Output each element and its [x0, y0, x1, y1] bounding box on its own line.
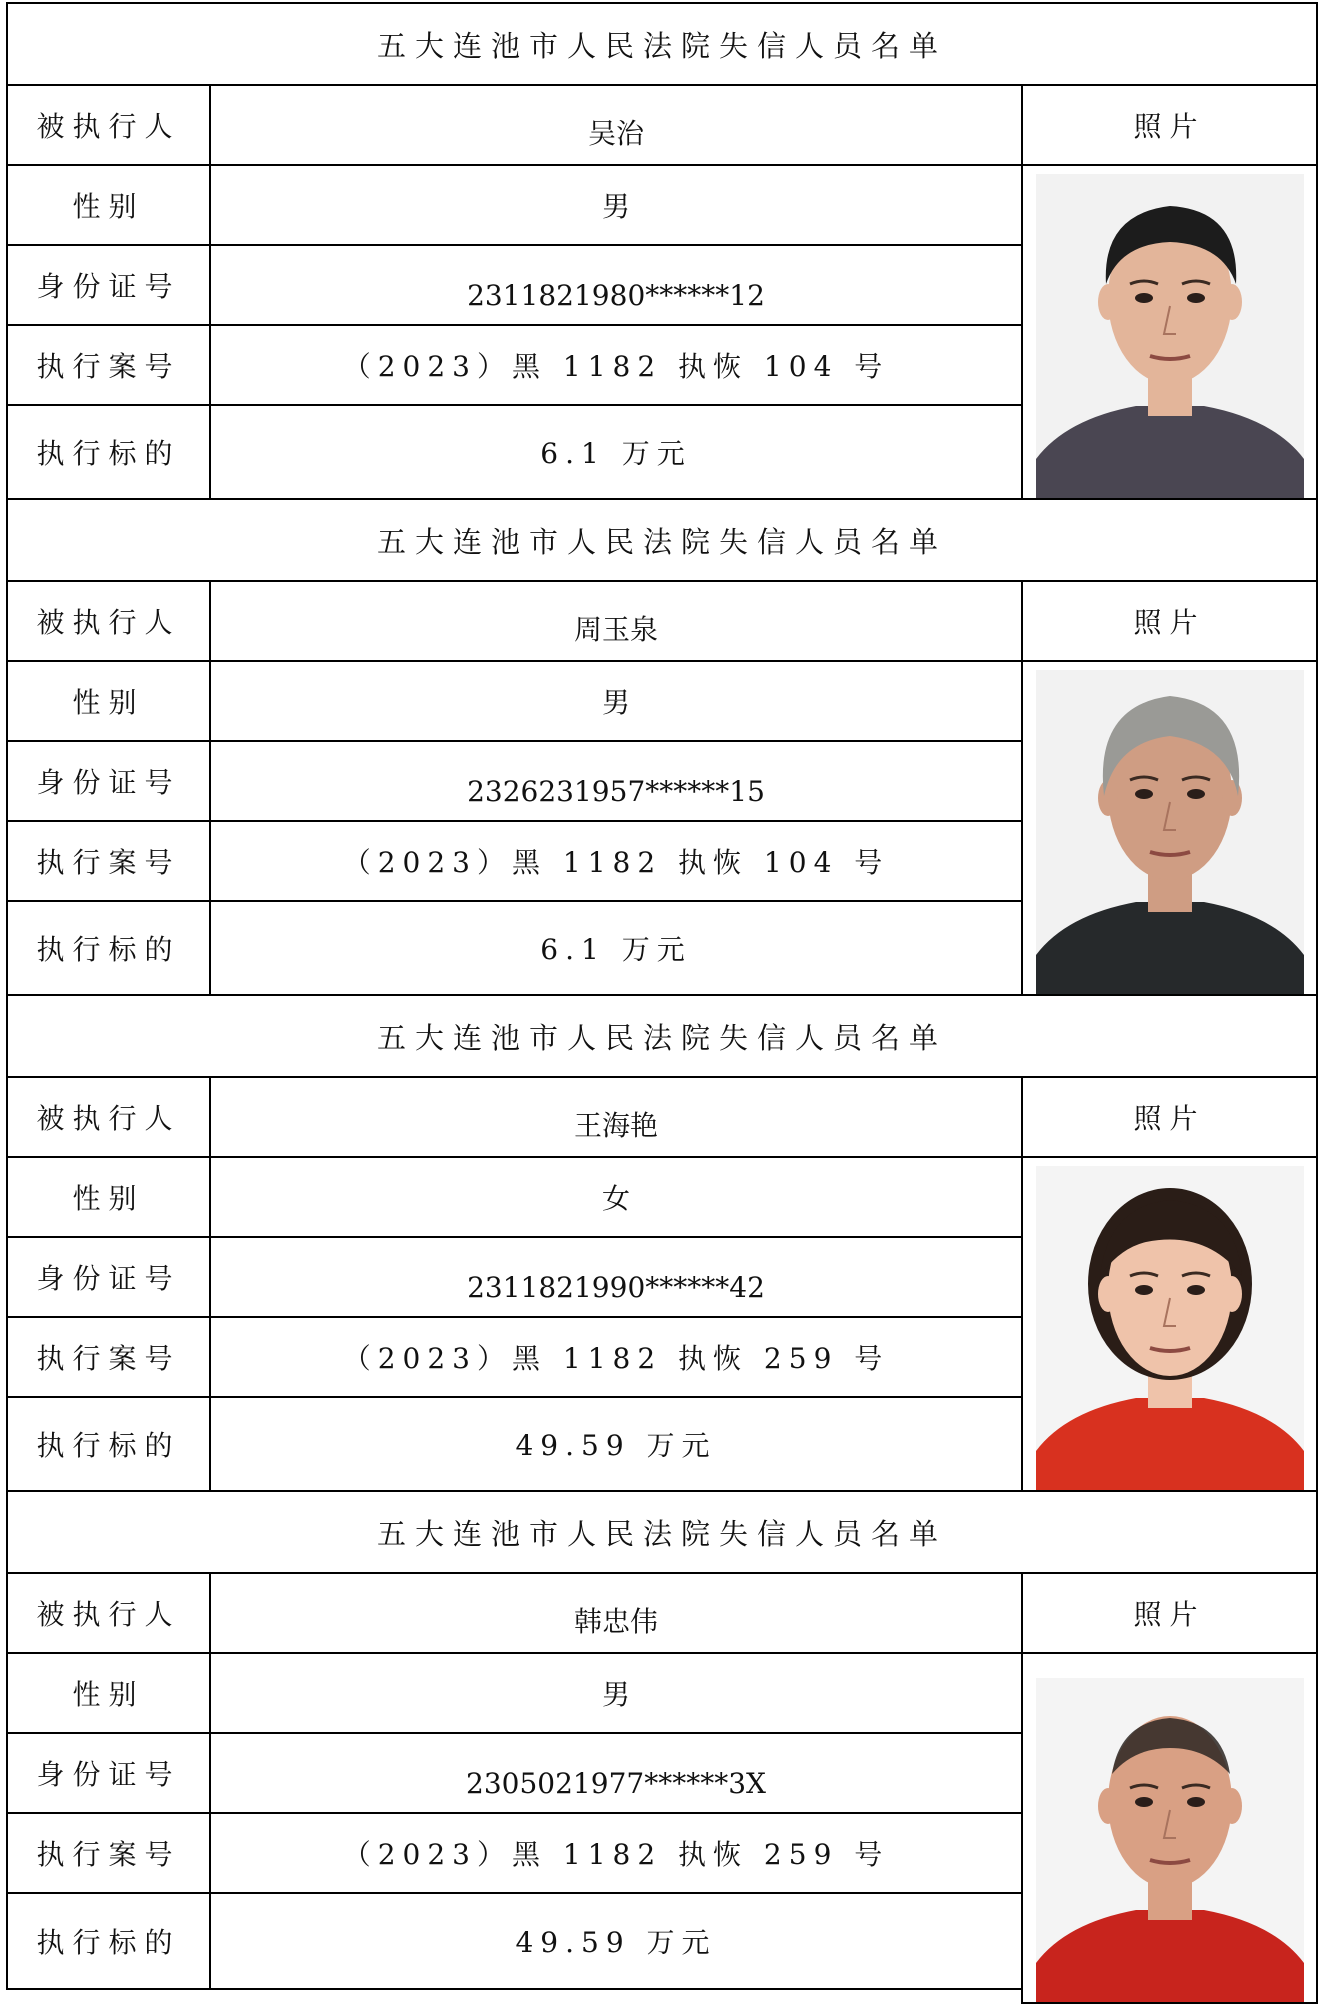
label-id-number: 身份证号	[6, 1732, 211, 1814]
label-name: 被执行人	[6, 1572, 211, 1654]
value-amount: 6.1 万元	[209, 404, 1023, 500]
record-block	[6, 2, 1318, 500]
value-amount: 49.59 万元	[209, 1396, 1023, 1492]
value-case-number: （2023）黑 1182 执恢 259 号	[209, 1316, 1023, 1398]
list-title: 五大连池市人民法院失信人员名单	[6, 1490, 1318, 1574]
label-amount: 执行标的	[6, 404, 211, 500]
label-gender: 性别	[6, 1156, 211, 1238]
value-case-number: （2023）黑 1182 执恢 104 号	[209, 324, 1023, 406]
label-id-number: 身份证号	[6, 244, 211, 326]
value-id-number: 2326231957******15	[209, 740, 1023, 822]
list-title: 五大连池市人民法院失信人员名单	[6, 2, 1318, 86]
value-name: 周玉泉	[209, 580, 1023, 662]
photo-cell	[1021, 1652, 1318, 2004]
label-gender: 性别	[6, 1652, 211, 1734]
label-name: 被执行人	[6, 580, 211, 662]
person-photo	[1036, 174, 1304, 498]
label-amount: 执行标的	[6, 900, 211, 996]
record-block	[6, 1490, 1318, 2004]
value-amount: 49.59 万元	[209, 1892, 1023, 1990]
label-case-number: 执行案号	[6, 1812, 211, 1894]
person-photo	[1036, 670, 1304, 994]
photo-cell	[1021, 164, 1318, 500]
label-case-number: 执行案号	[6, 820, 211, 902]
value-amount: 6.1 万元	[209, 900, 1023, 996]
label-id-number: 身份证号	[6, 1236, 211, 1318]
photo-cell	[1021, 660, 1318, 996]
photo-header: 照片	[1021, 580, 1318, 662]
label-amount: 执行标的	[6, 1892, 211, 1990]
label-name: 被执行人	[6, 84, 211, 166]
value-id-number: 2305021977******3X	[209, 1732, 1023, 1814]
value-gender: 男	[209, 164, 1023, 246]
record-block	[6, 498, 1318, 996]
value-case-number: （2023）黑 1182 执恢 104 号	[209, 820, 1023, 902]
label-case-number: 执行案号	[6, 1316, 211, 1398]
value-name: 王海艳	[209, 1076, 1023, 1158]
label-name: 被执行人	[6, 1076, 211, 1158]
list-title: 五大连池市人民法院失信人员名单	[6, 994, 1318, 1078]
label-case-number: 执行案号	[6, 324, 211, 406]
label-gender: 性别	[6, 164, 211, 246]
value-gender: 男	[209, 1652, 1023, 1734]
label-id-number: 身份证号	[6, 740, 211, 822]
value-case-number: （2023）黑 1182 执恢 259 号	[209, 1812, 1023, 1894]
list-title: 五大连池市人民法院失信人员名单	[6, 498, 1318, 582]
value-gender: 男	[209, 660, 1023, 742]
value-name: 韩忠伟	[209, 1572, 1023, 1654]
value-id-number: 2311821990******42	[209, 1236, 1023, 1318]
person-photo	[1036, 1166, 1304, 1490]
photo-cell	[1021, 1156, 1318, 1492]
photo-header: 照片	[1021, 1076, 1318, 1158]
value-gender: 女	[209, 1156, 1023, 1238]
person-photo	[1036, 1678, 1304, 2002]
photo-header: 照片	[1021, 84, 1318, 166]
value-name: 吴治	[209, 84, 1023, 166]
photo-header: 照片	[1021, 1572, 1318, 1654]
label-amount: 执行标的	[6, 1396, 211, 1492]
record-block	[6, 994, 1318, 1492]
label-gender: 性别	[6, 660, 211, 742]
value-id-number: 2311821980******12	[209, 244, 1023, 326]
